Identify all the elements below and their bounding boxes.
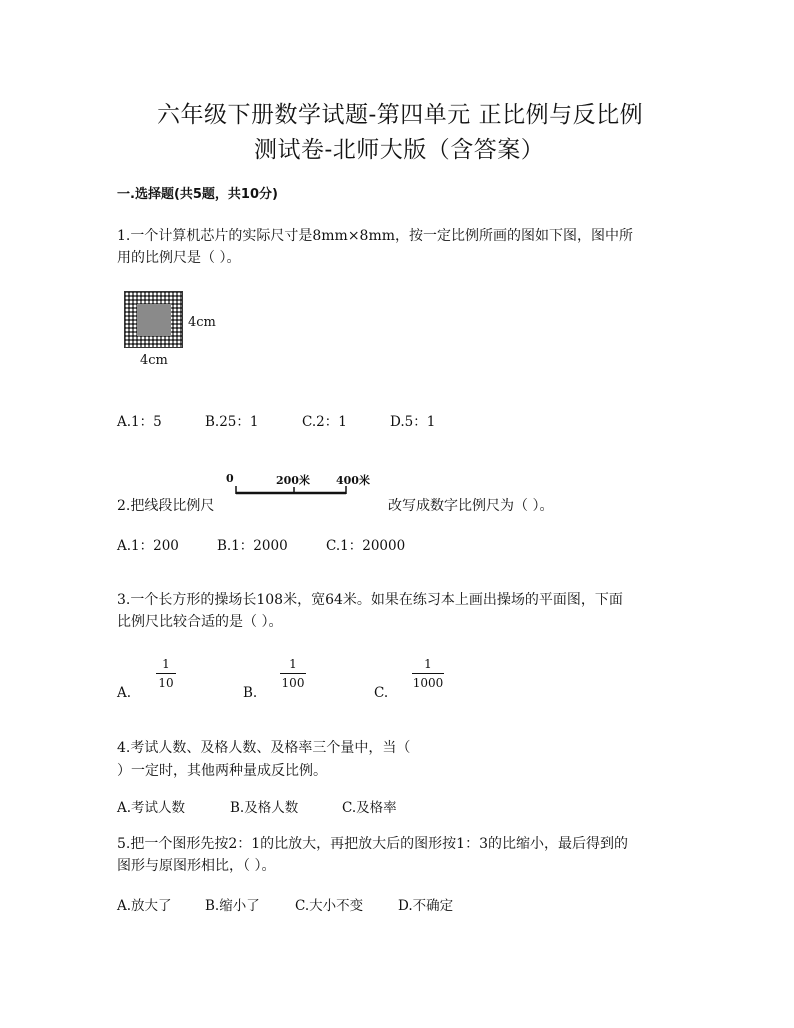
q3-option-b-letter[interactable]: B. [243,685,258,701]
q2-option-a[interactable]: A.1：200 [117,538,179,554]
page-title-line2: 测试卷-北师大版（含答案） [254,137,545,163]
q3-option-c-denominator: 1000 [412,676,444,690]
q3-option-a-fraction[interactable] [156,658,176,690]
section-heading: 一.选择题(共5题，共10分) [117,187,278,202]
q3-option-b-numerator: 1 [289,657,297,671]
q3-option-a-denominator: 10 [158,676,174,690]
scale-bar [226,484,361,498]
q3-option-a-letter[interactable]: A. [117,685,132,701]
q1-option-a[interactable]: A.1：5 [117,414,162,430]
scale-label-400: 400米 [336,474,370,487]
q3-option-c-numerator: 1 [424,657,432,671]
question-3-text-line2: 比例尺比较合适的是（ ）。 [117,614,283,630]
q3-option-c-letter[interactable]: C. [374,685,389,701]
q3-option-b-fraction-bar [280,673,306,674]
question-1-text-line2: 用的比例尺是（ ）。 [117,250,241,266]
question-5-text-line1: 5.把一个图形先按2：1的比放大，再把放大后的图形按1：3的比缩小，最后得到的 [117,836,628,852]
q3-option-a-fraction-bar [156,673,176,674]
chip-core [137,304,171,336]
chip-side-label: 4cm [188,315,216,330]
question-5-text-line2: 图形与原图形相比，（ ）。 [117,858,276,874]
question-3-text-line1: 3.一个长方形的操场长108米，宽64米。如果在练习本上画出操场的平面图，下面 [117,592,623,608]
q1-option-b[interactable]: B.25：1 [205,414,259,430]
question-4-text-line1: 4.考试人数、及格人数、及格率三个量中，当（ [117,740,411,756]
chip-bottom-label: 4cm [140,353,168,368]
q4-option-b[interactable]: B.及格人数 [230,800,299,816]
q2-option-b[interactable]: B.1：2000 [217,538,288,554]
q2-option-c[interactable]: C.1：20000 [326,538,406,554]
q3-option-a-numerator: 1 [162,657,170,671]
q3-option-b-denominator: 100 [281,676,305,690]
q4-option-a[interactable]: A.考试人数 [117,800,186,816]
q5-option-a[interactable]: A.放大了 [117,898,172,914]
scale-label-0: 0 [226,472,234,485]
scale-label-200: 200米 [276,474,310,487]
q5-option-c[interactable]: C.大小不变 [295,898,364,914]
q3-option-b-fraction[interactable] [280,658,306,690]
q5-option-d[interactable]: D.不确定 [398,898,454,914]
page-title-line1: 六年级下册数学试题-第四单元 正比例与反比例 [157,102,644,128]
q5-option-b[interactable]: B.缩小了 [205,898,260,914]
question-2-suffix: 改写成数字比例尺为（ ）。 [388,498,554,514]
question-4-text-line2: ）一定时，其他两种量成反比例。 [117,763,327,779]
question-2-prefix: 2.把线段比例尺 [117,498,215,514]
q3-option-c-fraction-bar [412,673,444,674]
q3-option-c-fraction[interactable] [412,658,444,690]
question-1-text-line1: 1.一个计算机芯片的实际尺寸是8mm×8mm，按一定比例所画的图如下图，图中所 [117,228,634,244]
q4-option-c[interactable]: C.及格率 [342,800,397,816]
chip-figure [124,291,183,348]
q1-option-d[interactable]: D.5：1 [390,414,436,430]
q1-option-c[interactable]: C.2：1 [302,414,347,430]
